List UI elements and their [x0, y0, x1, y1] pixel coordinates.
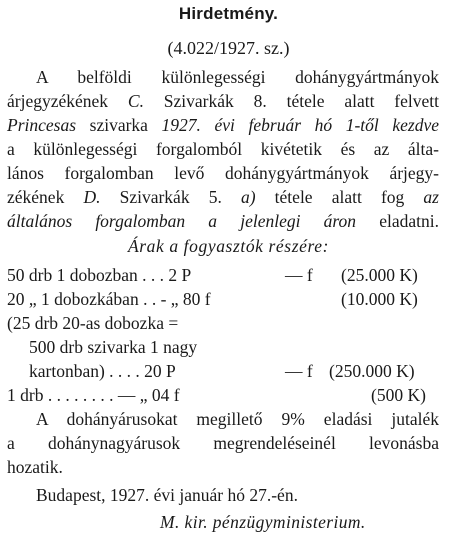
paragraph1-line-4: a különlegességi forgalomból kivétetik és az álta-	[7, 139, 439, 159]
place-date: Budapest, 1927. évi január hó 27.-én.	[36, 485, 298, 505]
paragraph2-line-2: a dohánynagyárusok megrendeléseinél levonásba	[7, 433, 439, 453]
paragraph1-line-1: A belföldi különlegességi dohánygyártmányok	[36, 67, 439, 87]
paragraph1-line-5: lános forgalomban levő dohánygyártmányok árjegy-	[7, 163, 439, 183]
paragraph1-line-7: általános forgalomban a jelenlegi áron eladatni.	[7, 211, 439, 231]
paragraph1-line-3: Princesas szivarka 1927. évi február hó 1-től kezdve	[7, 115, 440, 135]
paragraph1-line-2: árjegyzékének C. Szivarkák 8. tétele alatt felvett	[7, 91, 439, 111]
notice-title: Hirdetmény.	[178, 4, 279, 23]
prices-subheading: Árak a fogyasztók részére:	[127, 236, 330, 256]
paragraph2-line-3: hozatik.	[7, 457, 63, 477]
notice-page: Hirdetmény. (4.022/1927. sz.) A belföldi különlegességi dohánygyártmányok árjegyzékének C. Szivarkák 8. tétele alatt felvett Princesas szivarka 1927. évi február hó 1-től kezdve a különlegességi forgalomból kivétetik és az álta- lános forgalomban levő dohánygyártmányok árjegy- zékének D. Szivarkák 5. a) tétele alatt fog az általános forgalomban a jelenlegi áron eladatni. Árak a fogyasztók részére: 50 drb 1 dobozban . . . 2 P — f (25.000 K) 20 „ 1 dobozkában . . - „ 80 f (10.000 K) (25 drb 20-as dobozka = 500 drb szivarka 1 nagy kartonban) . . . . 20 P — f (250.000 K) 1 drb . . . . . . . . — „ 04 f (500 K) A dohányárusokat megillető 9% eladási jutalék a dohánynagyárusok megrendeléseinél levonásba hozatik. Budapest, 1927. évi január hó 27.-én. M. kir. pénzügyministerium.	[0, 0, 457, 558]
paragraph2-line-1: A dohányárusokat megillető 9% eladási jutalék	[36, 409, 439, 429]
notice-number: (4.022/1927. sz.)	[167, 38, 290, 58]
signature: M. kir. pénzügyministerium.	[160, 512, 366, 532]
paragraph1-line-6: zékének D. Szivarkák 5. a) tétele alatt fog az	[7, 187, 439, 207]
